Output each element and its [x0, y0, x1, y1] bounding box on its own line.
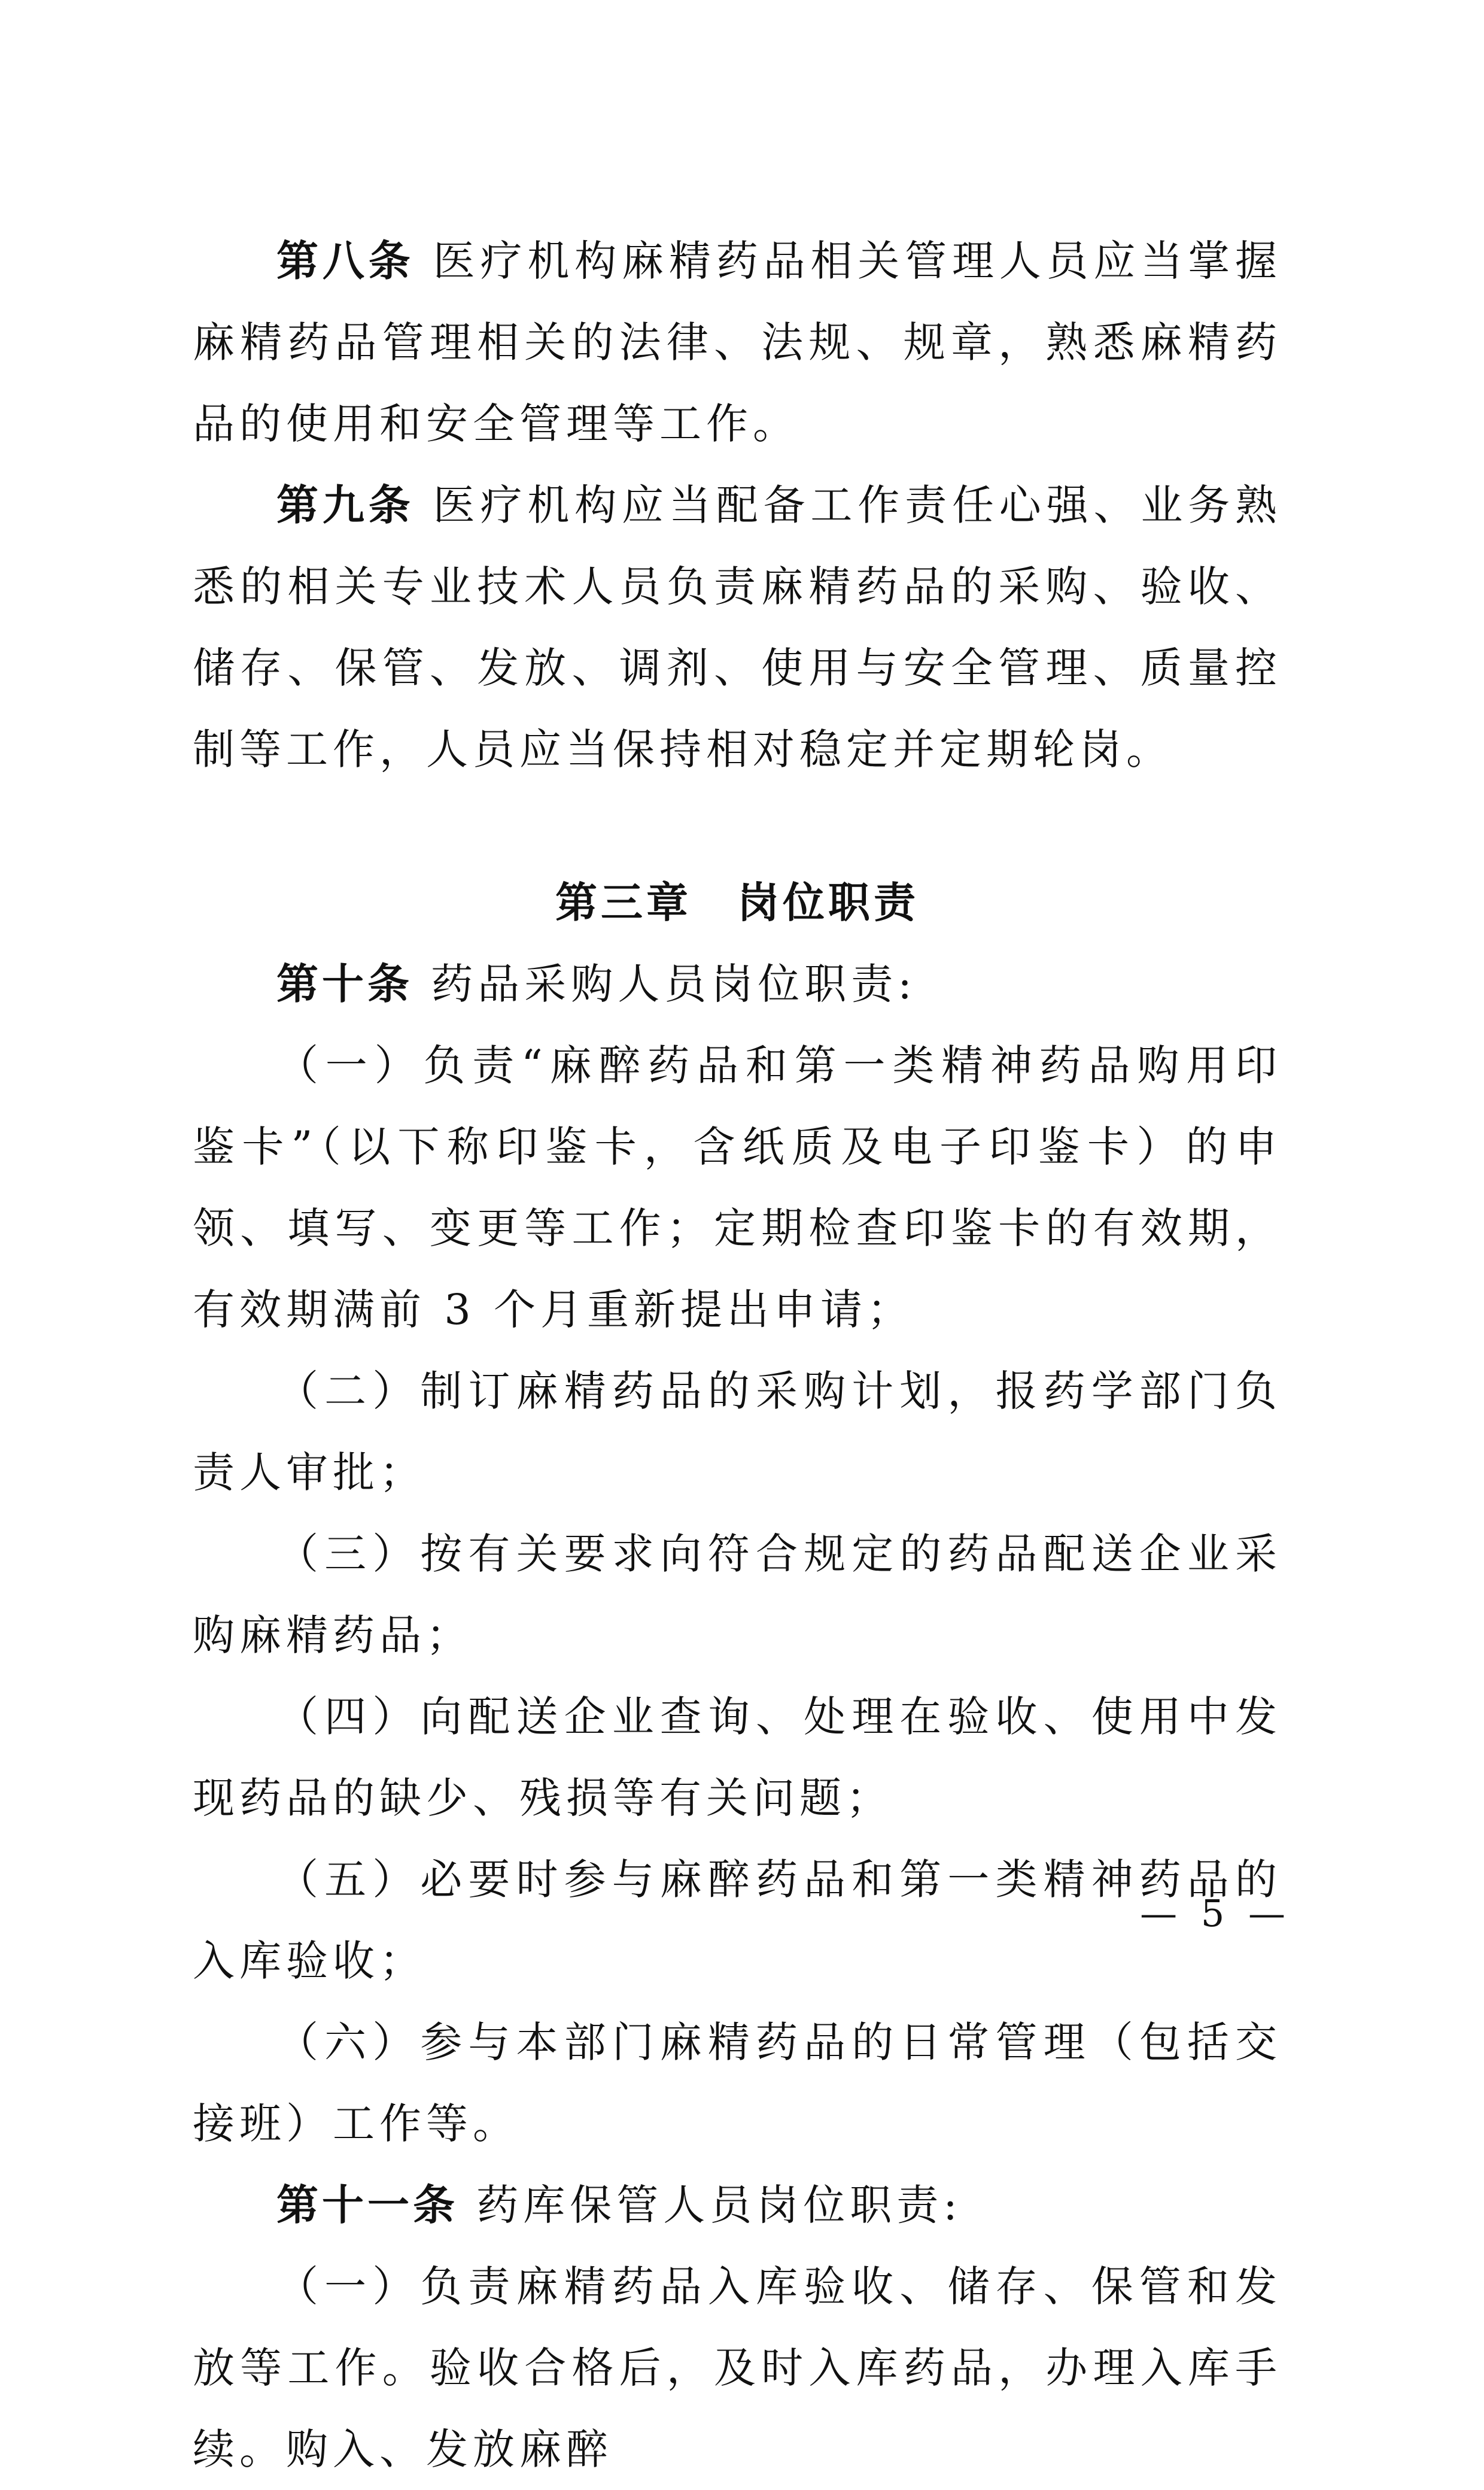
article-11-item-1: （一）负责麻精药品入库验收、储存、保管和发放等工作。验收合格后，及时入库药品，办理入库手续。购入、发放麻醉: [193, 2262, 1282, 2474]
article-10-title: 第十条: [276, 959, 413, 1009]
article-8-title: 第八条: [276, 236, 415, 286]
article-11: [193, 2164, 1282, 2246]
article-11-title: 第十一条: [276, 2181, 458, 2230]
article-8-text: 医疗机构麻精药品相关管理人员应当掌握麻精药品管理相关的法律、法规、规章，熟悉麻精药品的使用和安全管理等工作。: [193, 236, 1282, 448]
article-10-item-4: （四）向配送企业查询、处理在验收、使用中发现药品的缺少、残损等有关问题；: [193, 1692, 1282, 1823]
article-10-item-6: （六）参与本部门麻精药品的日常管理（包括交接班）工作等。: [193, 2018, 1282, 2148]
article-8: [193, 220, 1282, 464]
page-number: — 5 —: [1140, 1891, 1291, 1935]
article-10-text: 药品采购人员岗位职责:: [431, 959, 917, 1009]
document-body: [193, 220, 1282, 2490]
article-10-item-5: （五）必要时参与麻醉药品和第一类精神药品的入库验收；: [193, 1855, 1282, 1985]
article-11-text: 药库保管人员岗位职责:: [476, 2181, 962, 2230]
article-10: [193, 943, 1282, 1025]
article-9-title: 第九条: [276, 481, 415, 530]
article-10-item-1: （一）负责“麻醉药品和第一类精神药品购用印鉴卡”（以下称印鉴卡，含纸质及电子印鉴卡）的申领、填写、变更等工作；定期检查印鉴卡的有效期，有效期满前 3 个月重新提出申请；: [193, 1041, 1282, 1334]
chapter-heading: 第三章 岗位职责: [555, 878, 919, 927]
article-9-text: 医疗机构应当配备工作责任心强、业务熟悉的相关专业技术人员负责麻精药品的采购、验收、储存、保管、发放、调剂、使用与安全管理、质量控制等工作，人员应当保持相对稳定并定期轮岗。: [193, 481, 1282, 774]
article-10-item-3: （三）按有关要求向符合规定的药品配送企业采购麻精药品；: [193, 1529, 1282, 1660]
article-10-item-2: （二）制订麻精药品的采购计划，报药学部门负责人审批；: [193, 1367, 1282, 1497]
article-9: [193, 464, 1282, 790]
section-gap: [193, 790, 1282, 862]
